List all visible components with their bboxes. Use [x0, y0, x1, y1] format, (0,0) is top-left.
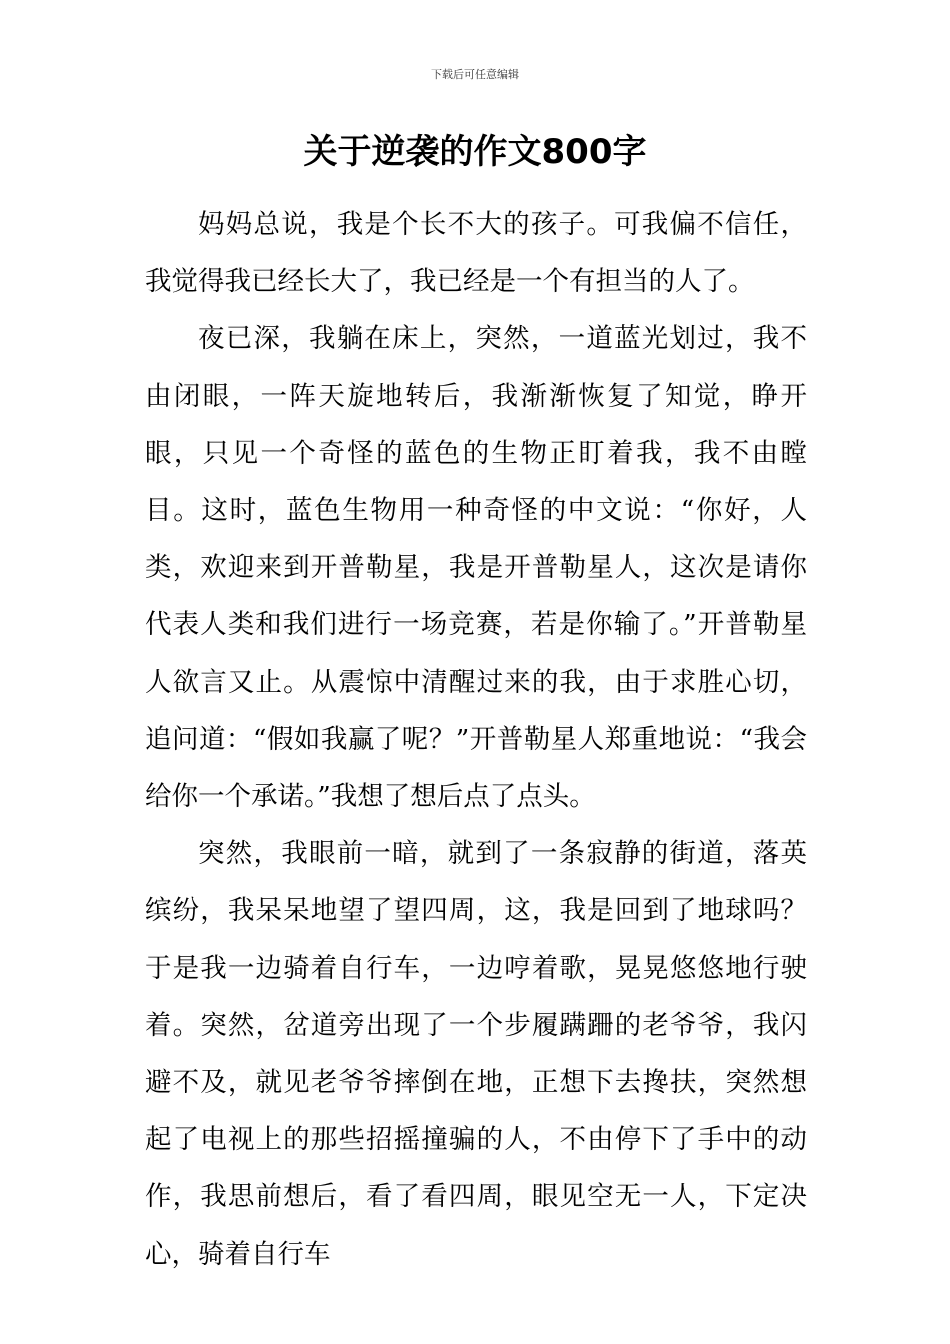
paragraph-2: 夜已深，我躺在床上，突然，一道蓝光划过，我不由闭眼，一阵天旋地转后，我渐渐恢复了知觉，睁开眼，只见一个奇怪的蓝色的生物正盯着我，我不由瞠目。这时，蓝色生物用一种奇怪的中文说：“你好，人类，欢迎来到开普勒星，我是开普勒星人，这次是请你代表人类和我们进行一场竞赛，若是你输了。”开普勒星人欲言又止。从震惊中清醒过来的我，由于求胜心切，追问道：“假如我赢了呢？”开普勒星人郑重地说：“我会给你一个承诺。”我想了想后点了点头。 [145, 323, 807, 813]
header-note: 下载后可任意编辑 [431, 68, 519, 81]
document-title: 关于逆袭的作文800字 [303, 132, 647, 172]
paragraph-3: 突然，我眼前一暗，就到了一条寂静的街道，落英缤纷，我呆呆地望了望四周，这，我是回到了地球吗？于是我一边骑着自行车，一边哼着歌，晃晃悠悠地行驶着。突然，岔道旁出现了一个步履蹒跚的老爷爷，我闪避不及，就见老爷爷摔倒在地，正想下去搀扶，突然想起了电视上的那些招摇撞骗的人，不由停下了手中的动作，我思前想后，看了看四周，眼见空无一人，下定决心，骑着自行车 [145, 838, 807, 1270]
paragraph-1: 妈妈总说，我是个长不大的孩子。可我偏不信任，我觉得我已经长大了，我已经是一个有担当的人了。 [145, 209, 807, 298]
document-body [145, 196, 807, 1283]
